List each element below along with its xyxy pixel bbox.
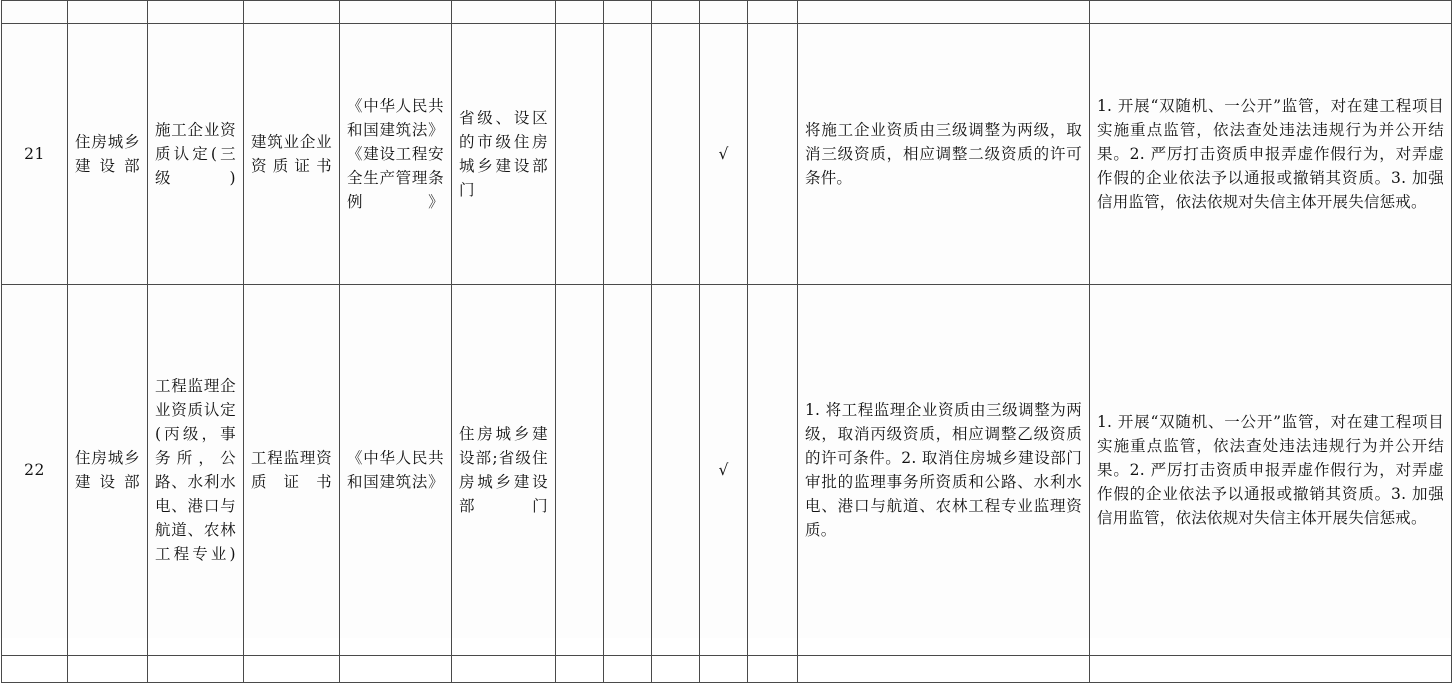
cell-partial [148, 656, 244, 683]
cell-partial [1090, 1, 1452, 24]
cell-partial [556, 656, 604, 683]
cell-mark-optimize-service: √ [700, 285, 748, 656]
table-row [2, 24, 1452, 285]
cell-partial [748, 656, 798, 683]
cell-department: 住房城乡建设部 [68, 285, 148, 656]
cell-implementation-level: 住房城乡建设部;省级住房城乡建设部门 [452, 285, 556, 656]
cell-supervision-measure: 1. 开展“双随机、一公开”监管，对在建工程项目实施重点监管，依法查处违法违规行为并公开结果。2. 严厉打击资质申报弄虚作假行为，对弄虚作假的企业依法予以通报或撤销其资质。3. 加强信用监管，依法依规对失信主体开展失信惩戒。 [1090, 285, 1452, 656]
cell-department: 住房城乡建设部 [68, 24, 148, 285]
cell-implementation-level: 省级、设区的市级住房城乡建设部门 [452, 24, 556, 285]
cell-mark-notify-commitment [652, 24, 700, 285]
cell-partial [148, 1, 244, 24]
cell-partial [604, 1, 652, 24]
cell-mark-cancel-approval [556, 24, 604, 285]
cell-partial [2, 1, 68, 24]
cell-mark-delegate-level [748, 24, 798, 285]
cell-serial-number: 21 [2, 24, 68, 285]
table-row-partial-bottom [2, 656, 1452, 683]
cell-certificate-name: 建筑业企业资质证书 [244, 24, 340, 285]
cell-mark-cancel-approval [556, 285, 604, 656]
cell-partial [556, 1, 604, 24]
cell-partial [452, 1, 556, 24]
cell-partial [700, 656, 748, 683]
cell-partial [452, 656, 556, 683]
table-row [2, 285, 1452, 656]
cell-partial [604, 656, 652, 683]
cell-partial [2, 656, 68, 683]
cell-certificate-name: 工程监理资质证书 [244, 285, 340, 656]
cell-partial [340, 1, 452, 24]
cell-mark-notify-commitment [652, 285, 700, 656]
cell-mark-optimize-service: √ [700, 24, 748, 285]
cell-partial [798, 1, 1090, 24]
cell-partial [748, 1, 798, 24]
cell-serial-number: 22 [2, 285, 68, 656]
cell-partial [244, 656, 340, 683]
cell-partial [1090, 656, 1452, 683]
table-row-partial-top [2, 1, 1452, 24]
cell-partial [652, 1, 700, 24]
cell-partial [652, 656, 700, 683]
cell-mark-delegate-level [748, 285, 798, 656]
cell-partial [68, 656, 148, 683]
cell-mark-change-to-record [604, 285, 652, 656]
cell-partial [340, 656, 452, 683]
cell-partial [798, 656, 1090, 683]
cell-item-name: 施工企业资质认定(三级) [148, 24, 244, 285]
cell-reform-measure: 1. 将工程监理企业资质由三级调整为两级，取消丙级资质，相应调整乙级资质的许可条件。2. 取消住房城乡建设部门审批的监理事务所资质和公路、水利水电、港口与航道、农林工程专业监理资质。 [798, 285, 1090, 656]
cell-legal-basis: 《中华人民共和国建筑法》 [340, 285, 452, 656]
cell-partial [244, 1, 340, 24]
cell-supervision-measure: 1. 开展“双随机、一公开”监管，对在建工程项目实施重点监管，依法查处违法违规行为并公开结果。2. 严厉打击资质申报弄虚作假行为，对弄虚作假的企业依法予以通报或撤销其资质。3. 加强信用监管，依法依规对失信主体开展失信惩戒。 [1090, 24, 1452, 285]
cell-item-name: 工程监理企业资质认定(丙级，事务所，公路、水利水电、港口与航道、农林工程专业) [148, 285, 244, 656]
cell-mark-change-to-record [604, 24, 652, 285]
license-reform-table [1, 0, 1452, 683]
cell-partial [700, 1, 748, 24]
cell-legal-basis: 《中华人民共和国建筑法》《建设工程安全生产管理条例》 [340, 24, 452, 285]
cell-reform-measure: 将施工企业资质由三级调整为两级，取消三级资质，相应调整二级资质的许可条件。 [798, 24, 1090, 285]
cell-partial [68, 1, 148, 24]
